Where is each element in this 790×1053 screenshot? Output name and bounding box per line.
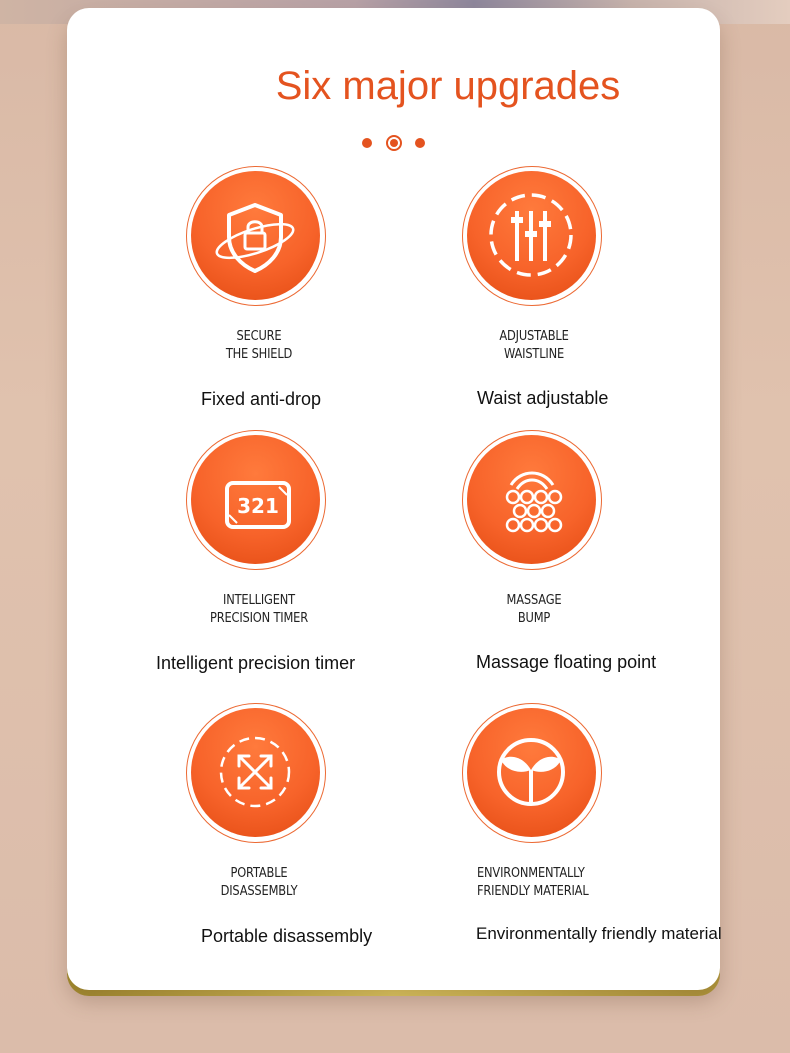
timer-text: 321 [237,494,279,518]
feature-caption: Intelligent precision timer [156,653,356,673]
feature-label-english [477,865,618,901]
label-line: DISASSEMBLY [220,884,298,899]
label-line: SECURE [236,329,282,344]
feature-icon-circle [462,703,602,843]
feature-caption: Portable disassembly [201,926,373,946]
feature-icon-circle [462,166,602,306]
feature-card [67,8,720,990]
feature-label-english [171,865,347,901]
dot-indicator [362,138,372,148]
feature-label-english [446,592,622,628]
page-title: Six major upgrades [275,64,621,108]
feature-label-english [171,328,347,364]
label-line: ENVIRONMENTALLY [477,866,585,881]
feature-caption: Environmentally friendly material [476,924,722,943]
feature-label-english [171,592,347,628]
dot-indicator [415,138,425,148]
feature-icon-circle [186,166,326,306]
label-line: ADJUSTABLE [499,329,569,344]
feature-caption: Fixed anti-drop [201,389,322,409]
label-line: PORTABLE [230,866,288,881]
feature-icon-circle [186,430,326,570]
label-line: INTELLIGENT [223,593,295,608]
feature-label-english [446,328,622,364]
leaf-sprout-icon [467,708,596,837]
label-line: PRECISION TIMER [209,611,309,626]
expand-arrows-icon [191,708,320,837]
feature-caption: Massage floating point [476,652,657,672]
label-line: FRIENDLY MATERIAL [477,884,589,899]
dot-indicator-active [386,135,402,151]
sliders-icon [467,171,596,300]
massage-bumps-icon [467,435,596,564]
carousel-dots [360,135,430,151]
label-line: BUMP [517,611,551,626]
timer-display-icon [191,435,320,564]
feature-caption: Waist adjustable [477,388,609,408]
feature-icon-circle [462,430,602,570]
label-line: WAISTLINE [503,347,565,362]
feature-icon-circle [186,703,326,843]
label-line: THE SHIELD [225,347,293,362]
shield-lock-icon [191,171,320,300]
label-line: MASSAGE [506,593,562,608]
